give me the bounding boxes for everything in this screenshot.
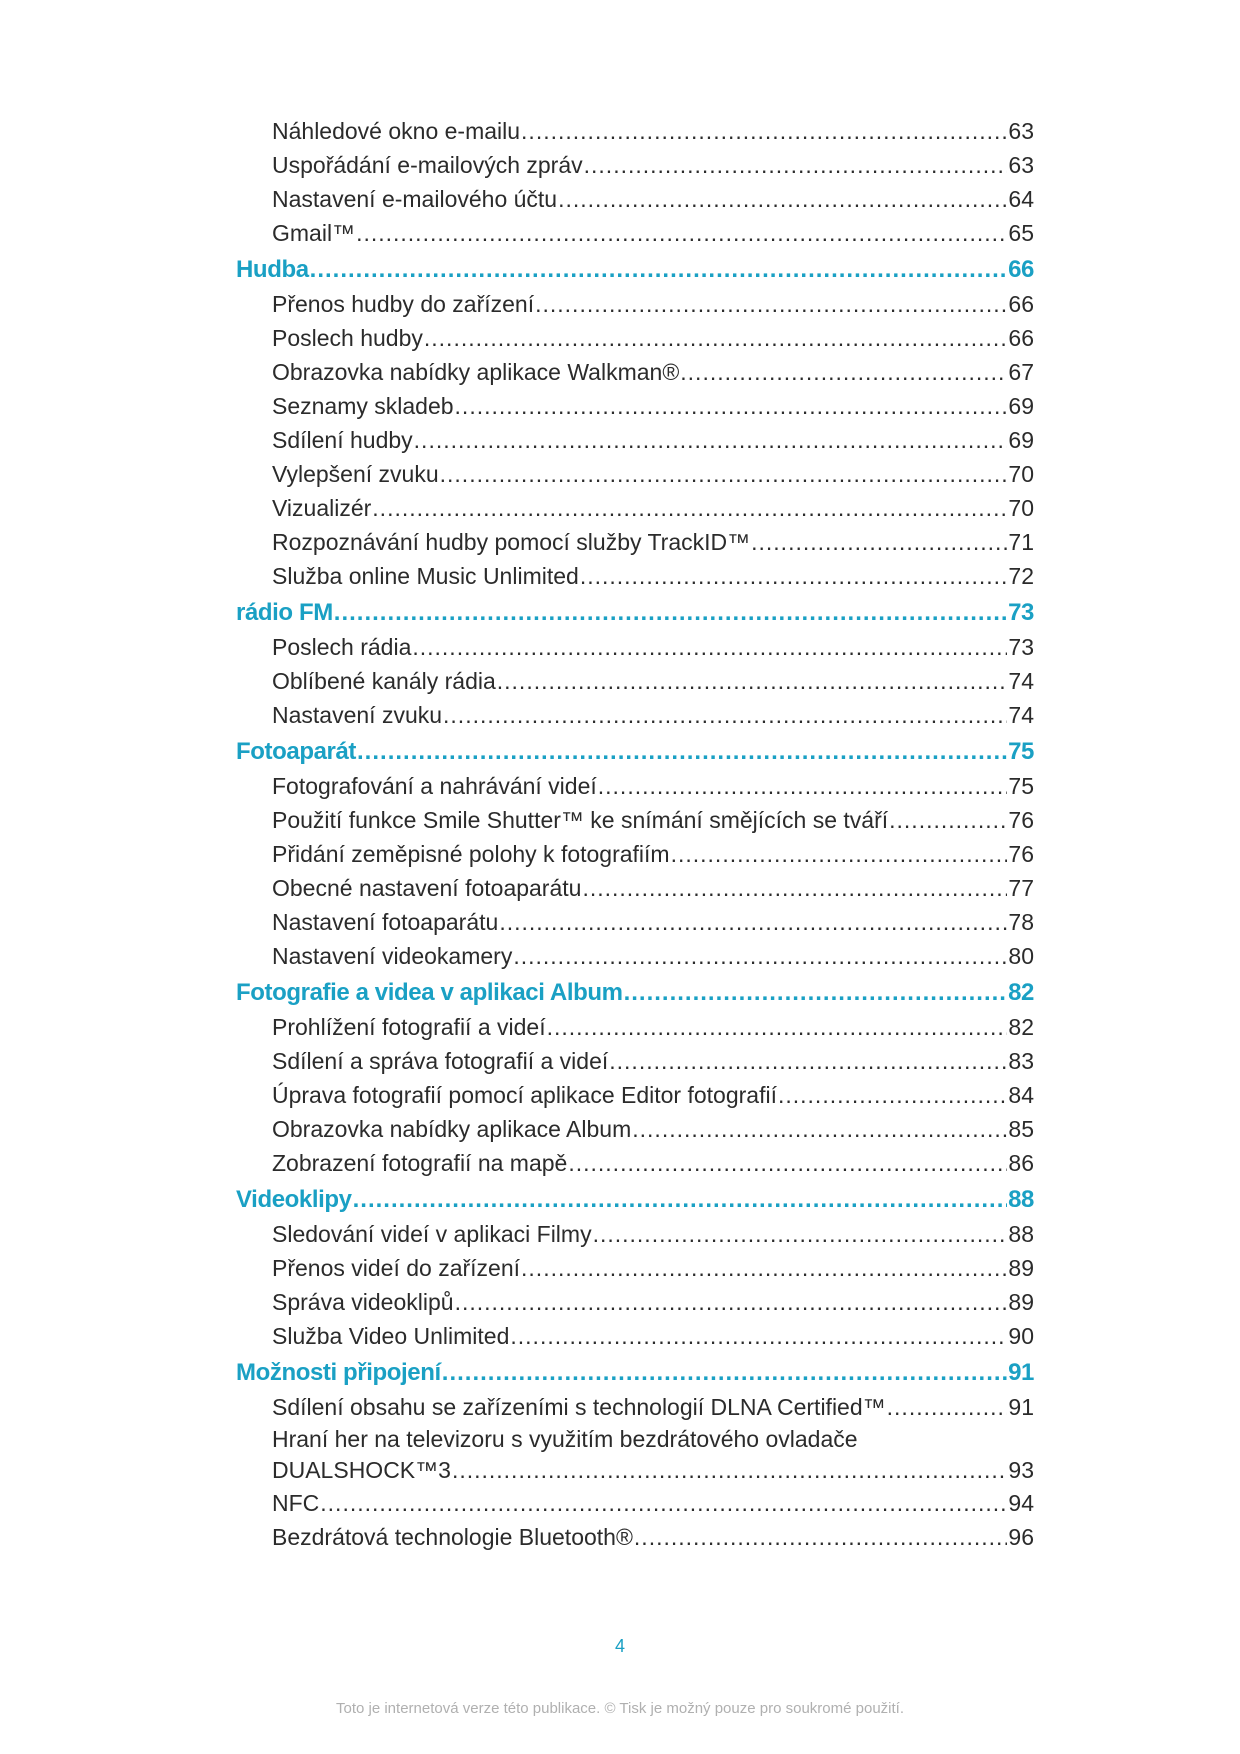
toc-leader-dots — [455, 389, 1008, 423]
toc-entry[interactable] — [236, 1078, 1034, 1112]
toc-leader-dots — [356, 216, 1007, 250]
toc-entry[interactable] — [236, 491, 1034, 525]
toc-leader-dots — [412, 630, 1007, 664]
toc-leader-dots — [353, 1182, 1007, 1217]
toc-leader-dots — [452, 1454, 1007, 1486]
toc-leader-dots — [632, 1112, 1007, 1146]
toc-entry-page: 63 — [1008, 152, 1034, 178]
toc-leader-dots — [580, 559, 1008, 593]
toc-chapter[interactable] — [236, 1182, 1034, 1217]
toc-entry-page: 74 — [1008, 702, 1034, 728]
toc-chapter[interactable] — [236, 1355, 1034, 1390]
toc-entry[interactable] — [236, 321, 1034, 355]
toc-entry-title: Nastavení fotoaparátu — [272, 909, 499, 935]
toc-entry-page: 89 — [1008, 1255, 1034, 1281]
toc-entry-page: 69 — [1008, 393, 1034, 419]
toc-entry[interactable] — [236, 559, 1034, 593]
toc-entry[interactable] — [236, 1251, 1034, 1285]
toc-leader-dots — [547, 1010, 1008, 1044]
toc-leader-dots — [521, 114, 1007, 148]
toc-chapter-page: 75 — [1008, 738, 1034, 765]
toc-leader-dots — [357, 734, 1007, 769]
toc-entry[interactable] — [236, 871, 1034, 905]
toc-entry-page: 96 — [1008, 1524, 1034, 1550]
toc-leader-dots — [751, 525, 1007, 559]
toc-entry-title: Sledování videí v aplikaci Filmy — [272, 1221, 592, 1247]
toc-chapter-title: Fotografie a videa v aplikaci Album — [236, 979, 623, 1006]
toc-chapter-title: Videoklipy — [236, 1186, 352, 1213]
toc-leader-dots — [443, 698, 1007, 732]
toc-entry-page: 70 — [1008, 495, 1034, 521]
toc-leader-dots — [680, 355, 1007, 389]
toc-leader-dots — [442, 1355, 1007, 1390]
toc-entry[interactable] — [236, 423, 1034, 457]
toc-entry[interactable] — [236, 698, 1034, 732]
toc-entry-page: 78 — [1008, 909, 1034, 935]
toc-entry-title: Zobrazení fotografií na mapě — [272, 1150, 568, 1176]
toc-entry[interactable] — [236, 182, 1034, 216]
toc-entry-page: 75 — [1008, 773, 1034, 799]
toc-entry-title: Nastavení e-mailového účtu — [272, 186, 558, 212]
toc-entry-title: Sdílení obsahu se zařízeními s technologií DLNA Certified™ — [272, 1394, 886, 1420]
toc-leader-dots — [558, 182, 1007, 216]
toc-leader-dots — [455, 1285, 1008, 1319]
toc-chapter-page: 66 — [1008, 256, 1034, 283]
toc-chapter-title: Hudba — [236, 256, 309, 283]
toc-entry-title: Prohlížení fotografií a videí — [272, 1014, 546, 1040]
toc-entry[interactable] — [236, 457, 1034, 491]
toc-entry-page: 74 — [1008, 668, 1034, 694]
toc-entry[interactable] — [236, 905, 1034, 939]
toc-entry[interactable] — [236, 1112, 1034, 1146]
toc-entry-title: Vizualizér — [272, 495, 372, 521]
toc-entry[interactable] — [236, 114, 1034, 148]
toc-entry-page: 85 — [1008, 1116, 1034, 1142]
toc-entry[interactable] — [236, 837, 1034, 871]
toc-entry[interactable] — [236, 148, 1034, 182]
toc-entry[interactable] — [236, 216, 1034, 250]
toc-entry-title: Hraní her na televizoru s využitím bezdrátového ovladače — [272, 1426, 858, 1452]
toc-entry-title: Obecné nastavení fotoaparátu — [272, 875, 582, 901]
toc-entry-title: Sdílení hudby — [272, 427, 413, 453]
toc-entry[interactable] — [236, 1486, 1034, 1520]
toc-leader-dots — [582, 871, 1007, 905]
toc-entry-title-continued: DUALSHOCK™3 — [272, 1457, 451, 1483]
toc-leader-dots — [593, 1217, 1008, 1251]
toc-chapter-page: 82 — [1008, 979, 1034, 1006]
toc-entry-page: 94 — [1008, 1490, 1034, 1516]
toc-leader-dots — [320, 1486, 1007, 1520]
toc-leader-dots — [887, 1390, 1008, 1424]
toc-chapter-page: 88 — [1008, 1186, 1034, 1213]
toc-entry-title: Náhledové okno e-mailu — [272, 118, 521, 144]
toc-entry-title: Služba Video Unlimited — [272, 1323, 510, 1349]
toc-chapter[interactable] — [236, 734, 1034, 769]
toc-entry-title: Uspořádání e-mailových zpráv — [272, 152, 583, 178]
toc-entry-title: Služba online Music Unlimited — [272, 563, 579, 589]
toc-entry-page: 66 — [1008, 291, 1034, 317]
toc-entry-title: Nastavení zvuku — [272, 702, 443, 728]
toc-entry-page: 88 — [1008, 1221, 1034, 1247]
toc-entry-page: 93 — [1008, 1457, 1034, 1483]
toc-entry-page: 66 — [1008, 325, 1034, 351]
toc-chapter-page: 73 — [1008, 599, 1034, 626]
toc-entry-page: 86 — [1008, 1150, 1034, 1176]
toc-leader-dots — [497, 664, 1008, 698]
toc-leader-dots — [535, 287, 1007, 321]
toc-entry-title: Poslech rádia — [272, 634, 412, 660]
toc-entry-page: 69 — [1008, 427, 1034, 453]
toc-entry-title: Poslech hudby — [272, 325, 423, 351]
toc-leader-dots — [521, 1251, 1007, 1285]
toc-leader-dots — [414, 423, 1008, 457]
toc-entry-page: 67 — [1008, 359, 1034, 385]
table-of-contents — [236, 114, 1034, 1554]
toc-entry[interactable] — [236, 1010, 1034, 1044]
toc-entry-title: Bezdrátová technologie Bluetooth® — [272, 1524, 633, 1550]
toc-entry[interactable] — [236, 355, 1034, 389]
toc-entry-title: Oblíbené kanály rádia — [272, 668, 496, 694]
toc-entry-page: 76 — [1008, 807, 1034, 833]
toc-entry-page: 77 — [1008, 875, 1034, 901]
toc-leader-dots — [584, 148, 1008, 182]
toc-entry-page: 83 — [1008, 1048, 1034, 1074]
toc-entry[interactable] — [236, 769, 1034, 803]
toc-entry-title: Fotografování a nahrávání videí — [272, 773, 597, 799]
toc-chapter[interactable] — [236, 252, 1034, 287]
toc-leader-dots — [513, 939, 1007, 973]
toc-entry[interactable] — [236, 664, 1034, 698]
toc-entry-page: 63 — [1008, 118, 1034, 144]
toc-entry-title: Nastavení videokamery — [272, 943, 513, 969]
toc-entry[interactable] — [236, 1390, 1034, 1424]
toc-entry-page: 91 — [1008, 1394, 1034, 1420]
toc-entry[interactable] — [236, 1217, 1034, 1251]
toc-entry[interactable] — [236, 1044, 1034, 1078]
toc-leader-dots — [889, 803, 1007, 837]
toc-entry-page: 73 — [1008, 634, 1034, 660]
footer-note: Toto je internetová verze této publikace. © Tisk je možný pouze pro soukromé použití. — [335, 1700, 904, 1717]
toc-leader-dots — [372, 491, 1007, 525]
toc-entry[interactable] — [236, 1285, 1034, 1319]
toc-entry[interactable] — [236, 287, 1034, 321]
toc-entry-title: Rozpoznávání hudby pomocí služby TrackID™ — [272, 529, 751, 555]
toc-leader-dots — [609, 1044, 1007, 1078]
toc-chapter-page: 91 — [1008, 1359, 1034, 1386]
toc-entry-page: 76 — [1008, 841, 1034, 867]
toc-entry-title: Přenos hudby do zařízení — [272, 291, 535, 317]
toc-leader-dots — [671, 837, 1008, 871]
toc-entry-page: 64 — [1008, 186, 1034, 212]
page-number: 4 — [614, 1636, 625, 1656]
toc-entry-title: Správa videoklipů — [272, 1289, 454, 1315]
toc-entry-title: Seznamy skladeb — [272, 393, 454, 419]
toc-leader-dots — [598, 769, 1008, 803]
toc-entry-title: Přenos videí do zařízení — [272, 1255, 521, 1281]
toc-entry[interactable] — [236, 1319, 1034, 1353]
toc-leader-dots — [440, 457, 1008, 491]
toc-entry-page: 90 — [1008, 1323, 1034, 1349]
toc-entry[interactable] — [236, 1146, 1034, 1180]
toc-leader-dots — [334, 595, 1007, 630]
toc-entry-title: Použití funkce Smile Shutter™ ke snímání smějících se tváří — [272, 807, 889, 833]
toc-leader-dots — [310, 252, 1007, 287]
toc-chapter[interactable] — [236, 975, 1034, 1010]
toc-entry-title: Obrazovka nabídky aplikace Album — [272, 1116, 632, 1142]
toc-leader-dots — [568, 1146, 1007, 1180]
toc-entry[interactable] — [236, 1424, 1034, 1486]
toc-chapter[interactable] — [236, 595, 1034, 630]
toc-entry-title: Úprava fotografií pomocí aplikace Editor fotografií — [272, 1082, 777, 1108]
toc-entry-page: 89 — [1008, 1289, 1034, 1315]
toc-leader-dots — [634, 1520, 1007, 1554]
toc-entry-page: 80 — [1008, 943, 1034, 969]
toc-entry-title: NFC — [272, 1490, 320, 1516]
toc-entry-title: Vylepšení zvuku — [272, 461, 439, 487]
toc-entry[interactable] — [236, 1520, 1034, 1554]
toc-entry-page: 71 — [1008, 529, 1034, 555]
toc-entry[interactable] — [236, 803, 1034, 837]
toc-entry-title: Obrazovka nabídky aplikace Walkman® — [272, 359, 680, 385]
toc-chapter-title: rádio FM — [236, 599, 333, 626]
toc-entry[interactable] — [236, 525, 1034, 559]
toc-entry-title: Přidání zeměpisné polohy k fotografiím — [272, 841, 670, 867]
toc-chapter-title: Možnosti připojení — [236, 1359, 441, 1386]
toc-entry-title: Sdílení a správa fotografií a videí — [272, 1048, 609, 1074]
toc-leader-dots — [624, 975, 1008, 1010]
toc-entry-page: 84 — [1008, 1082, 1034, 1108]
toc-leader-dots — [424, 321, 1008, 355]
toc-entry[interactable] — [236, 939, 1034, 973]
toc-entry-title: Gmail™ — [272, 220, 356, 246]
toc-chapter-title: Fotoaparát — [236, 738, 357, 765]
toc-entry-page: 70 — [1008, 461, 1034, 487]
toc-entry-page: 65 — [1008, 220, 1034, 246]
toc-entry-page: 72 — [1008, 563, 1034, 589]
toc-leader-dots — [499, 905, 1007, 939]
toc-entry[interactable] — [236, 630, 1034, 664]
toc-leader-dots — [510, 1319, 1007, 1353]
toc-leader-dots — [778, 1078, 1007, 1112]
toc-entry[interactable] — [236, 389, 1034, 423]
toc-entry-page: 82 — [1008, 1014, 1034, 1040]
